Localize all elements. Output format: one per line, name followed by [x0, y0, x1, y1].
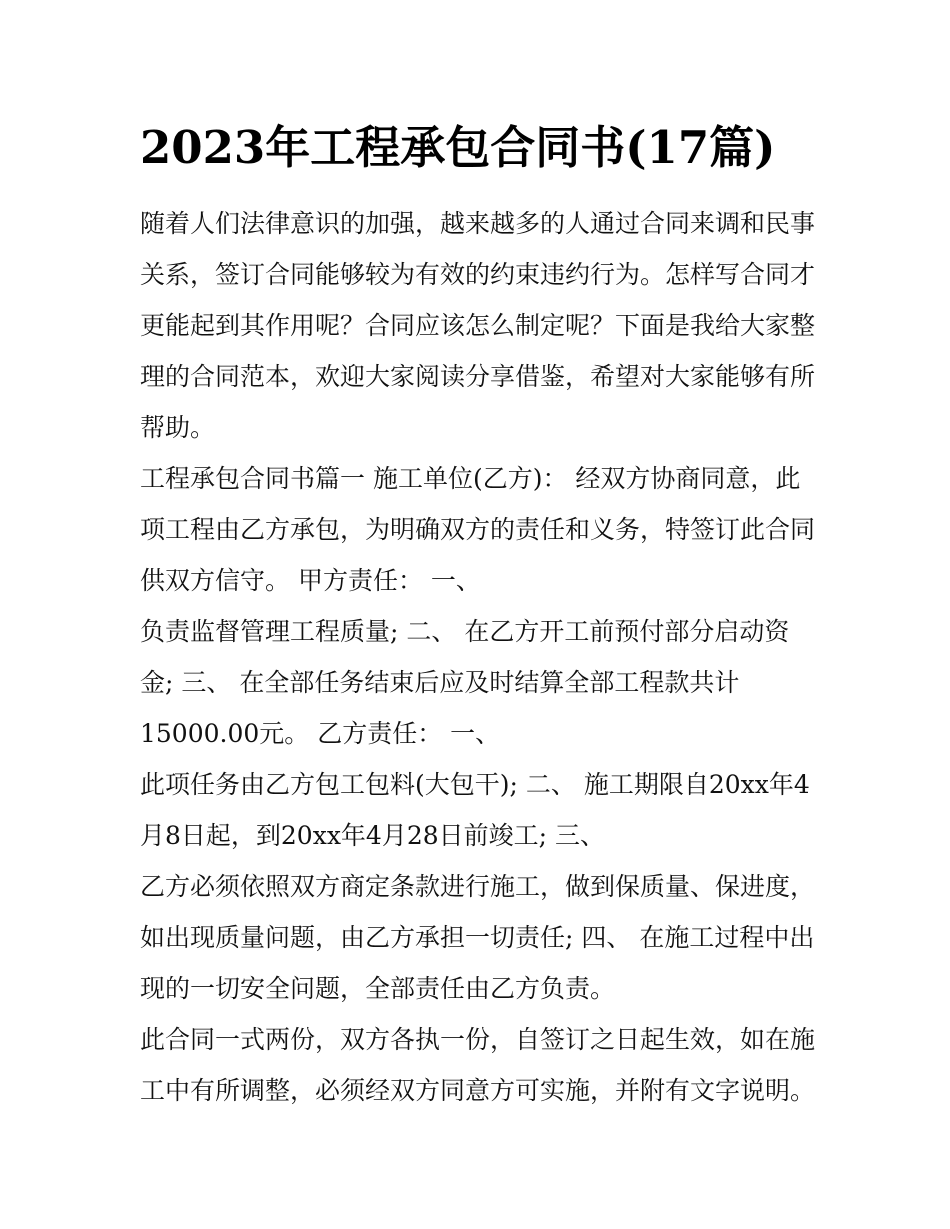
text-line: 工程承包合同书篇一 施工单位(乙方)： 经双方协商同意，此	[140, 464, 801, 493]
text-line: 月8日起，到20xx年4月28日前竣工; 三、	[140, 821, 606, 850]
document-body	[140, 112, 820, 1116]
text-line: 15000.00元。 乙方责任： 一、	[140, 719, 501, 748]
text-line: 此合同一式两份，双方各执一份，自签订之日起生效，如在施	[140, 1025, 816, 1054]
text-line: 理的合同范本，欢迎大家阅读分享借鉴，希望对大家能够有所	[140, 362, 816, 391]
text-line: 负责监督管理工程质量; 二、 在乙方开工前预付部分启动资	[140, 617, 790, 646]
document-title: 2023年工程承包合同书(17篇)	[140, 121, 776, 174]
text-line: 如出现质量问题，由乙方承担一切责任; 四、 在施工过程中出	[140, 923, 815, 952]
paragraph-quality-safety	[140, 861, 820, 1014]
text-line: 更能起到其作用呢？合同应该怎么制定呢？下面是我给大家整	[140, 311, 816, 340]
text-line: 金; 三、 在全部任务结束后应及时结算全部工程款共计	[140, 668, 740, 697]
text-line: 此项任务由乙方包工包料(大包干); 二、 施工期限自20xx年4	[140, 770, 810, 799]
text-line: 供双方信守。 甲方责任： 一、	[140, 566, 481, 595]
paragraph-party-b-duties	[140, 759, 820, 861]
paragraph-party-a-duties	[140, 606, 820, 759]
text-line: 现的一切安全问题，全部责任由乙方负责。	[140, 974, 616, 1003]
paragraph-contract-terms	[140, 1014, 820, 1116]
text-line: 帮助。	[140, 413, 216, 442]
text-line: 工中有所调整，必须经双方同意方可实施，并附有文字说明。	[140, 1076, 816, 1105]
paragraph-intro	[140, 198, 820, 453]
text-line: 乙方必须依照双方商定条款进行施工，做到保质量、保进度，	[140, 872, 816, 901]
text-line: 关系，签订合同能够较为有效的约束违约行为。怎样写合同才	[140, 260, 816, 289]
text-line: 项工程由乙方承包，为明确双方的责任和义务，特签订此合同	[140, 515, 816, 544]
paragraph-contract-one-intro	[140, 453, 820, 606]
text-line: 随着人们法律意识的加强，越来越多的人通过合同来调和民事	[140, 209, 816, 238]
